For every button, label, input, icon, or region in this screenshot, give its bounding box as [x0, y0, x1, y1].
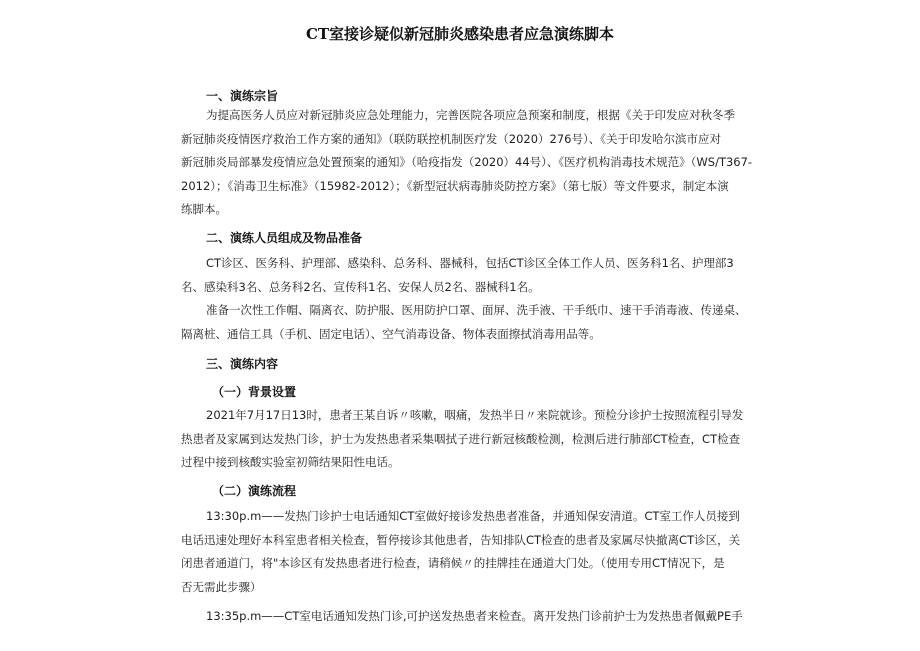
text-line: 准备一次性工作帽、隔离衣、防护服、医用防护口罩、面屏、洗手液、干手纸巾、速干手消毒液、传递桌、 — [206, 303, 747, 317]
text-line: 隔离桩、通信工具（手机、固定电话）、空气消毒设备、物体表面擦拭消毒用品等。 — [181, 326, 601, 341]
paragraph-purpose — [181, 104, 773, 222]
text-line: 否无需此步骤） — [181, 579, 262, 594]
paragraph-background — [181, 404, 773, 475]
text-line: 新冠肺炎局部暴发疫情应急处置预案的通知》（哈疫指发（2020）44号）、《医疗机构消毒技术规范》（WS/T367- — [181, 155, 753, 169]
document-title: CT室接诊疑似新冠肺炎感染患者应急演练脚本 — [305, 25, 615, 43]
text-line: 13:35p.m——CT室电话通知发热门诊,可护送发热患者来检查。离开发热门诊前护士为发热患者佩戴PE手 — [206, 609, 743, 623]
section-heading-content: 三、演练内容 — [206, 357, 279, 371]
section-heading-personnel: 二、演练人员组成及物品准备 — [206, 231, 363, 245]
text-line: 电话迅速处理好本科室患者相关检查，暂停接诊其他患者，告知排队CT检查的患者及家属尽快撤离CT诊区，关 — [181, 532, 741, 547]
text-line: 2012）；《消毒卫生标准》（15982-2012）；《新型冠状病毒肺炎防控方案》（第七版）等文件要求，制定本演 — [181, 178, 729, 193]
text-line: 13:30p.m——发热门诊护士电话通知CT室做好接诊发热患者准备，并通知保安清道。CT室工作人员接到 — [206, 509, 740, 523]
text-line: 名、感染科3名、总务科2名、宣传科1名、安保人员2名、器械科1名。 — [181, 279, 540, 294]
paragraph-personnel — [181, 252, 773, 299]
text-line: 闭患者通道门，将"本诊区有发热患者进行检查，请稍候〃的挂牌挂在通道大门处。（使用专用CT情况下，是 — [181, 556, 725, 570]
text-line: 新冠肺炎疫情医疗救治工作方案的通知》（联防联控机制医疗发（2020）276号）、《关于印发哈尔滨市应对 — [181, 131, 721, 146]
text-line: CT诊区、医务科、护理部、感染科、总务科、器械科，包括CT诊区全体工作人员、医务科1名、护理部3 — [206, 256, 734, 270]
text-line: 过程中接到核酸实验室初筛结果阳性电话。 — [181, 455, 400, 469]
paragraph-supplies — [181, 299, 773, 346]
text-line: 练脚本。 — [181, 202, 227, 216]
text-line: 热患者及家属到达发热门诊，护士为发热患者采集咽拭子进行新冠核酸检测，检测后进行肺部CT检查，CT检查 — [181, 431, 741, 446]
text-line: 2021年7月17日13时，患者王某自诉〃咳嗽，咽痛，发热半日〃来院就诊。预检分诊护士按照流程引导发 — [206, 408, 744, 422]
text-line: 为提高医务人员应对新冠肺炎应急处理能力，完善医院各项应急预案和制度，根据《关于印发应对秋冬季 — [206, 108, 735, 122]
paragraph-procedure-1 — [181, 505, 773, 599]
paragraph-procedure-2 — [181, 605, 773, 629]
section-heading-purpose: 一、演练宗旨 — [206, 89, 279, 103]
subheading-procedure: （二）演练流程 — [212, 484, 297, 498]
subheading-background: （一）背景设置 — [212, 385, 297, 399]
